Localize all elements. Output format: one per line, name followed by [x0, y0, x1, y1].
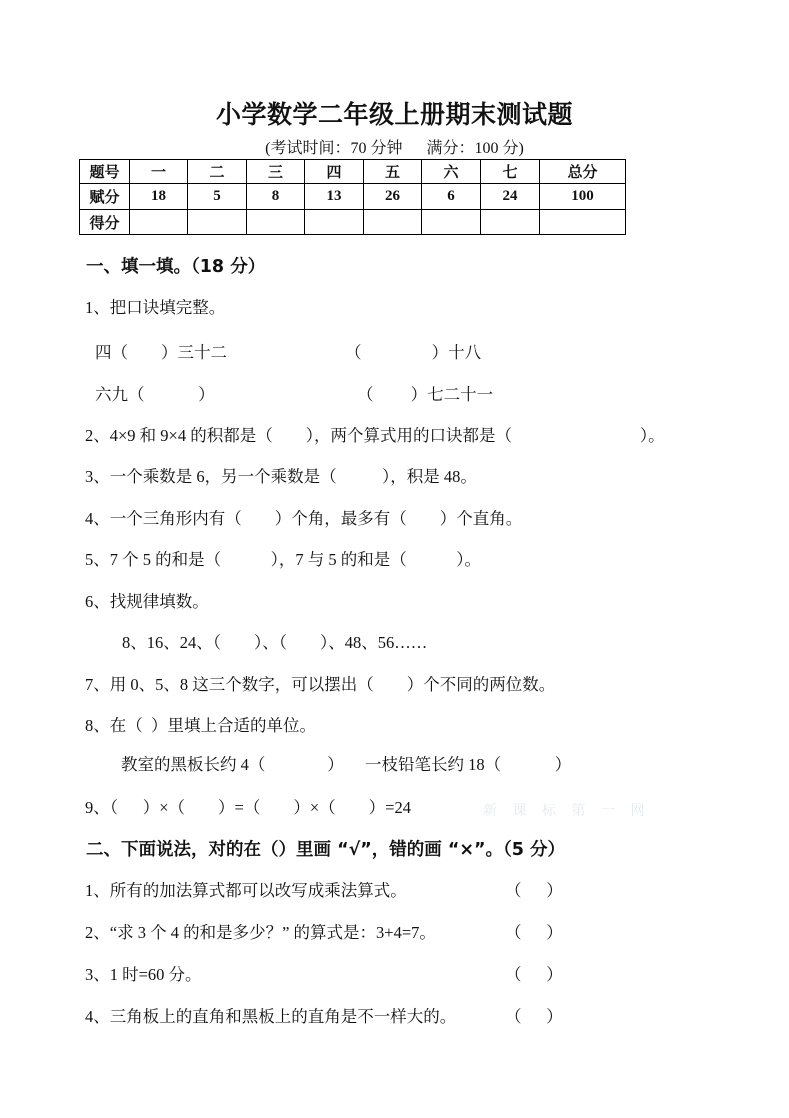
question-1-blank-line: 四（ ）三十二	[95, 343, 227, 362]
score-blank-cell	[540, 210, 626, 235]
points-cell: 8	[247, 184, 305, 210]
column-header-cell: 总分	[540, 160, 626, 184]
column-header-cell: 三	[247, 160, 305, 184]
question-3: 3、一个乘数是 6，另一个乘数是（ ），积是 48。	[85, 467, 477, 486]
points-cell: 100	[540, 184, 626, 210]
true-false-item: 2、“求 3 个 4 的和是多少？” 的算式是：3+4=7。	[85, 923, 436, 942]
column-header-cell: 五	[364, 160, 422, 184]
question-2: 2、4×9 和 9×4 的积都是（ ），两个算式用的口诀都是（ ）。	[85, 426, 665, 445]
question-8-unit-blank: 教室的黑板长约 4（ ）	[121, 755, 344, 774]
question-8: 8、在（ ）里填上合适的单位。	[85, 716, 316, 735]
column-header-cell: 七	[481, 160, 540, 184]
answer-blank: （ ）	[505, 1007, 563, 1026]
points-cell: 13	[305, 184, 364, 210]
score-blank-cell	[130, 210, 188, 235]
question-1: 1、把口诀填完整。	[85, 298, 226, 317]
score-blank-cell	[481, 210, 540, 235]
exam-info-subtitle: (考试时间：70 分钟 满分：100 分)	[265, 140, 524, 157]
answer-blank: （ ）	[505, 965, 563, 984]
column-header-cell: 二	[188, 160, 247, 184]
section-one-heading: 一、填一填。（18 分）	[86, 257, 266, 277]
score-blank-cell	[247, 210, 305, 235]
question-1-blank-line: （ ）十八	[345, 343, 482, 362]
question-1-blank-line: （ ）七二十一	[357, 385, 494, 404]
true-false-item: 1、所有的加法算式都可以改写成乘法算式。	[85, 881, 407, 900]
points-cell: 26	[364, 184, 422, 210]
question-5: 5、7 个 5 的和是（ ），7 与 5 的和是（ ）。	[85, 550, 481, 569]
score-row-label: 得分	[80, 210, 130, 235]
true-false-item: 4、三角板上的直角和黑板上的直角是不一样大的。	[85, 1007, 457, 1026]
points-cell: 6	[422, 184, 481, 210]
table-row	[80, 160, 626, 184]
points-cell: 18	[130, 184, 188, 210]
table-row	[80, 210, 626, 235]
question-1-blank-line: 六九（ ）	[95, 385, 215, 404]
question-6-sequence: 8、16、24、（ ）、（ ）、48、56……	[122, 633, 428, 652]
true-false-item: 3、1 时=60 分。	[85, 965, 202, 984]
table-row	[80, 184, 626, 210]
score-blank-cell	[364, 210, 422, 235]
question-6: 6、找规律填数。	[85, 592, 209, 611]
score-blank-cell	[422, 210, 481, 235]
question-7: 7、用 0、5、8 这三个数字，可以摆出（ ）个不同的两位数。	[85, 675, 556, 694]
question-4: 4、一个三角形内有（ ）个角，最多有（ ）个直角。	[85, 509, 523, 528]
section-two-heading: 二、下面说法，对的在（）里画 “√”，错的画 “×”。（5 分）	[86, 840, 566, 860]
points-row-label: 赋分	[80, 184, 130, 210]
score-summary-table	[79, 159, 626, 235]
points-cell: 5	[188, 184, 247, 210]
site-watermark: 新 课 标 第 一 网	[483, 804, 651, 819]
answer-blank: （ ）	[505, 881, 563, 900]
column-header-cell: 四	[305, 160, 364, 184]
question-9: 9、（ ）×（ ）=（ ）×（ ）=24	[85, 798, 411, 817]
column-header-cell: 六	[422, 160, 481, 184]
points-cell: 24	[481, 184, 540, 210]
page-title: 小学数学二年级上册期末测试题	[215, 100, 573, 129]
question-8-unit-blank: 一枝铅笔长约 18（ ）	[365, 755, 572, 774]
answer-blank: （ ）	[505, 923, 563, 942]
score-blank-cell	[188, 210, 247, 235]
column-header-cell: 一	[130, 160, 188, 184]
corner-label-cell: 题号	[80, 160, 130, 184]
score-blank-cell	[305, 210, 364, 235]
